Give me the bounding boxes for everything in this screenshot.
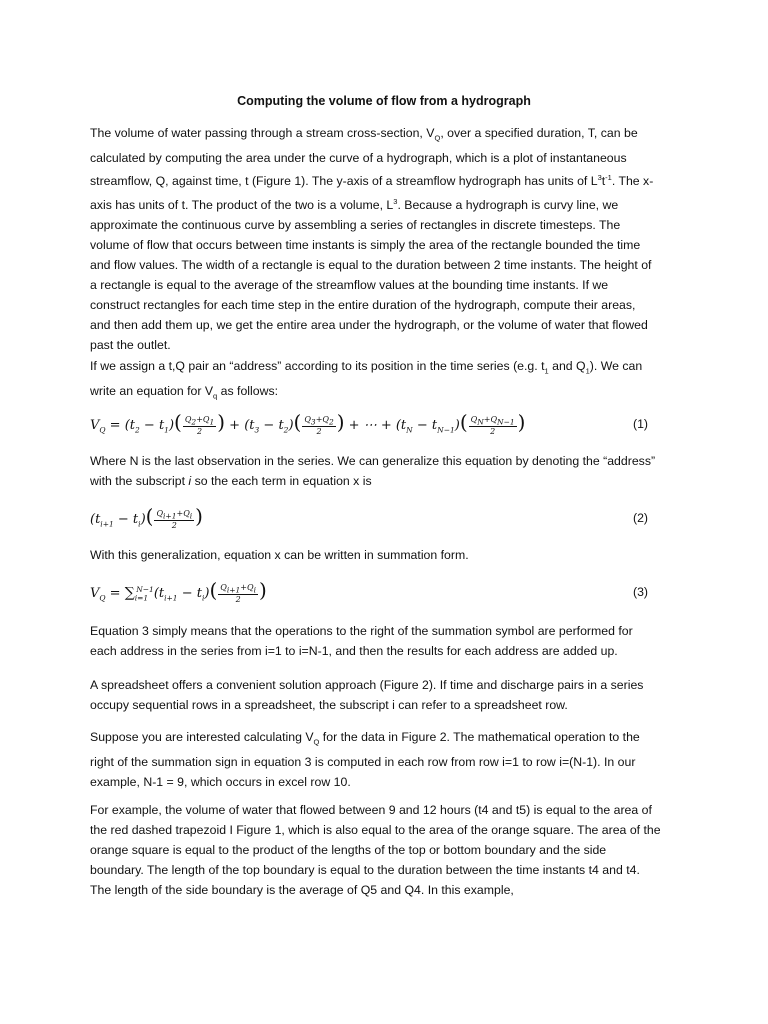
paragraph-generalize xyxy=(90,451,690,491)
text-line: and then add them up, we get the entire area under the hydrograph, or the volume of water that flowed xyxy=(90,317,648,332)
paragraph-spreadsheet xyxy=(90,675,690,715)
text-line: approximate the continuous curve by assembling a series of rectangles in discrete timesteps. The xyxy=(90,217,621,232)
text-line: occupy sequential rows in a spreadsheet, the subscript i can refer to a spreadsheet row. xyxy=(90,698,568,712)
superscript: -1 xyxy=(605,173,612,183)
equation-body: $(t_{i+1} - t_i)$( $\frac{Q_{i+1}+Q_i}{2}$ ) xyxy=(90,503,203,531)
text-span: The volume of water passing through a stream cross-section, V xyxy=(90,126,435,140)
paragraph-equation-meaning xyxy=(90,621,690,661)
page-title: Computing the volume of flow from a hydrograph xyxy=(237,94,531,108)
text-span: ). We can xyxy=(589,359,643,373)
text-span: . Because a hydrograph is curvy line, we xyxy=(397,197,619,212)
paragraph-figure2 xyxy=(90,727,690,792)
superscript: 3 xyxy=(597,173,602,183)
subscript: 1 xyxy=(544,366,549,376)
text-line: example, N-1 = 9, which occurs in excel row 10. xyxy=(90,775,351,790)
text-line: past the outlet. xyxy=(90,337,171,352)
text-line: each address in the series from i=1 to i=N-1, and then the results for each address are added up. xyxy=(90,644,618,658)
paragraph-intro xyxy=(90,123,690,355)
text-span: Suppose you are interested calculating V xyxy=(90,730,314,744)
text-line xyxy=(90,471,690,491)
equation-body: $V_Q = \sum_{i=1}^{N-1}(t_{i+1} - t_i)$( $\frac{Q_{i+1}+Q_i}{2}$ ) xyxy=(90,577,267,605)
text-span: , over a specified duration, T, can be xyxy=(440,126,638,140)
subscript: Q xyxy=(434,133,441,143)
text-span: t xyxy=(601,174,606,189)
text-line xyxy=(90,123,690,148)
text-line xyxy=(90,192,690,215)
text-line xyxy=(90,727,690,752)
equation-3 xyxy=(90,577,650,607)
italic-variable: i xyxy=(188,474,192,488)
text-span: as follows: xyxy=(217,384,279,399)
subscript: Q xyxy=(313,737,320,747)
text-span: If we assign a t,Q pair an “address” according to its position in the time series (e.g. t xyxy=(90,359,545,373)
text-line: calculated by computing the area under the curve of a hydrograph, which is a plot of instantaneous xyxy=(90,151,627,166)
text-line: a rectangle is equal to the average of the streamflow values at the bounding time instants. If we xyxy=(90,277,609,292)
text-span: axis has units of t. The product of the two is a volume, L xyxy=(90,197,394,212)
text-line xyxy=(90,356,690,381)
text-line xyxy=(90,381,690,406)
equation-body: $V_Q = (t_2 - t_1)$( $\frac{Q_2+Q_1}{2}$ ) + $(t_3 - t_2)$( $\frac{Q_3+Q_2}{2}$ ) + ⋯ + $(t_N - t_{N-1})$( $\frac{Q_N+Q_{N-1}}{2}$ ) xyxy=(90,409,526,437)
text-line: and flow values. The width of a rectangle is equal to the duration between 2 time instants. The height of xyxy=(90,257,652,272)
text-line: construct rectangles for each time step in the entire duration of the hydrograph, compute their areas, xyxy=(90,297,636,312)
text-span: with the subscript xyxy=(90,474,189,488)
text-line: Where N is the last observation in the series. We can generalize this equation by denoting the “address” xyxy=(90,454,656,468)
equation-2-number: (2) xyxy=(633,511,649,525)
text-line: volume of flow that occurs between time instants is simply the area of the rectangle bounded the time xyxy=(90,237,641,252)
text-line: the red dashed trapezoid I Figure 1, which is also equal to the area of the orange square. The area of the xyxy=(90,823,661,837)
text-span: for the data in Figure 2. The mathematical operation to the xyxy=(319,730,640,744)
text-line: A spreadsheet offers a convenient solution approach (Figure 2). If time and discharge pairs in a series xyxy=(90,678,644,692)
text-line: boundary. The length of the top boundary is equal to the duration between the time instants t4 and t4. xyxy=(90,863,640,877)
superscript: 3 xyxy=(393,196,398,206)
text-span: write an equation for V xyxy=(90,384,214,399)
text-span: streamflow, Q, against time, t (Figure 1). The y-axis of a streamflow hydrograph has units of L xyxy=(90,174,598,189)
equation-1 xyxy=(90,409,650,439)
text-line xyxy=(90,168,690,191)
text-line: right of the summation sign in equation 3 is computed in each row from row i=1 to row i=(N-1). In our xyxy=(90,755,636,770)
equation-3-number: (3) xyxy=(633,585,649,599)
text-span: . The x- xyxy=(611,174,654,189)
subscript: 1 xyxy=(585,366,590,376)
text-line: The length of the side boundary is the average of Q5 and Q4. In this example, xyxy=(90,883,514,897)
text-line: Equation 3 simply means that the operations to the right of the summation symbol are performed for xyxy=(90,624,633,638)
equation-2 xyxy=(90,503,650,533)
paragraph-example xyxy=(90,800,690,900)
text-line: orange square is equal to the product of the lengths of the top or bottom boundary and the side xyxy=(90,843,607,857)
text-line: For example, the volume of water that flowed between 9 and 12 hours (t4 and t5) is equal to the area of xyxy=(90,803,652,817)
text-span: so the each term in equation x is xyxy=(191,474,372,488)
paragraph-summation-intro: With this generalization, equation x can be written in summation form. xyxy=(90,548,469,562)
subscript: q xyxy=(213,391,218,401)
paragraph-address xyxy=(90,356,690,407)
equation-1-number: (1) xyxy=(633,417,649,431)
text-span: and Q xyxy=(548,359,586,373)
